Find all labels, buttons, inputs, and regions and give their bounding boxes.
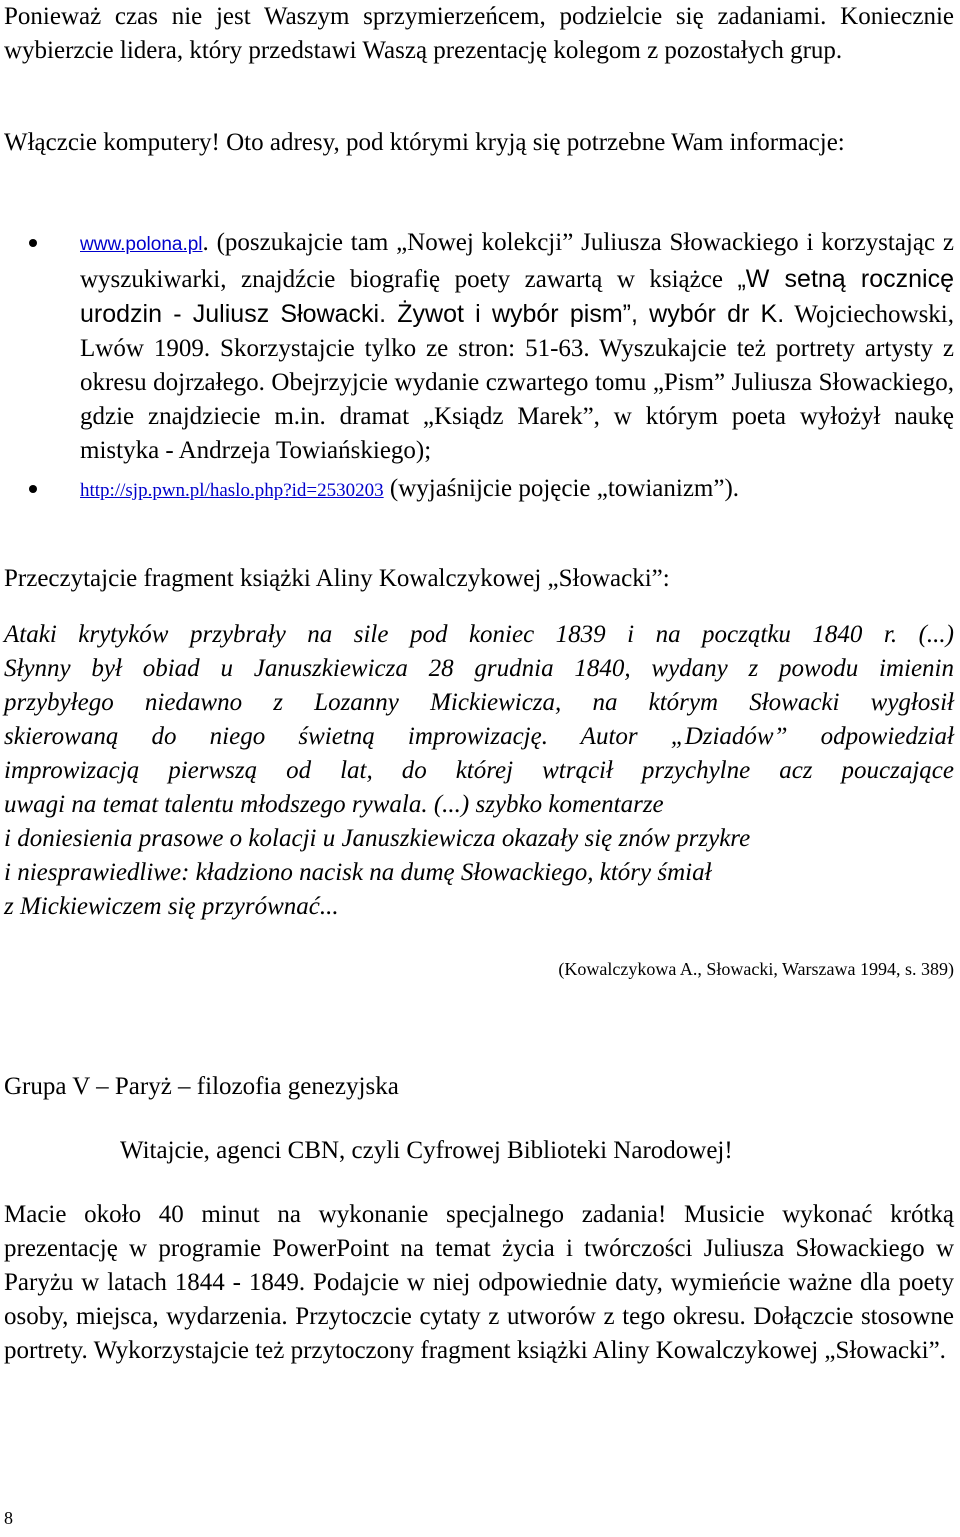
bullet-icon [29, 485, 37, 493]
polona-description-c: Wojciechowski, Lwów 1909. Skorzystajcie tylko ze stron: 51-63. Wyszukajcie też portrety artysty z okresu dojrzałego. Obejrzyjcie wydanie czwartego tomu „Pism” Juliusza Słowackiego, gdzie znajdziecie m.in. dramat „Ksiądz Marek”, w którym poeta wyłożył naukę mistyka - Andrzeja Towiańskiego); [80, 301, 954, 464]
fragment-intro: Przeczytajcie fragment książki Aliny Kowalczykowej „Słowacki”: [4, 565, 670, 592]
quote-line: i doniesienia prasowe o kolacji u Januszkiewicza okazały się znów przykre [4, 825, 751, 852]
quote-line: przybyłego niedawno z Lozanny Mickiewicza, na którym Słowacki wygłosił [4, 689, 954, 716]
quote-line: skierowaną do niego świetną improwizację. Autor „Dziadów” odpowiedział [4, 723, 954, 750]
task-paragraph: Macie około 40 minut na wykonanie specjalnego zadania! Musicie wykonać krótką prezentację w programie PowerPoint na temat życia i twórczości Juliusza Słowackiego w Paryżu w latach 1844 - 1849. Podajcie w niej odpowiednie daty, wymieńcie ważne dla poety osoby, miejsca, wydarzenia. Przytoczcie cytaty z utworów z tego okresu. Dołączcie stosowne portrety. Wykorzystajcie też przytoczony fragment książki Aliny Kowalczykowej „Słowacki”. [4, 1201, 954, 1364]
quote-line: Słynny był obiad u Januszkiewicza 28 grudnia 1840, wydany z powodu imienin [4, 655, 954, 682]
polona-link[interactable]: www.polona.pl [80, 234, 203, 255]
list-item [4, 472, 954, 508]
source-citation: (Kowalczykowa A., Słowacki, Warszawa 1994, s. 389) [558, 959, 954, 979]
book-title: „W setną rocznicę urodzin - Juliusz Słowacki. Żywot i wybór pism”, wybór dr K. [80, 265, 954, 328]
quote-line: uwagi na temat talentu młodszego rywala. (...) szybko komentarze [4, 791, 664, 818]
group-heading: Grupa V – Paryż – filozofia genezyjska [4, 1073, 399, 1100]
polona-description-a: . (poszukajcie tam „Nowej kolekcji” Juliusza Słowackiego i korzystając z wyszukiwarki, znajdźcie biografię poety zawartą w książce [80, 229, 954, 293]
bullet-icon [29, 239, 37, 247]
quote-line: Ataki krytyków przybrały na sile pod koniec 1839 i na początku 1840 r. (...) [4, 621, 954, 648]
list-item [4, 226, 954, 468]
intro-computers-paragraph: Włączcie komputery! Oto adresy, pod którymi kryją się potrzebne Wam informacje: [4, 129, 845, 156]
quote-line: z Mickiewiczem się przyrównać... [4, 893, 339, 920]
page-number: 8 [4, 1508, 13, 1528]
sjp-link[interactable]: http://sjp.pwn.pl/haslo.php?id=2530203 [80, 480, 384, 501]
link-list [4, 226, 954, 508]
quote-block [4, 618, 954, 924]
greeting: Witajcie, agenci CBN, czyli Cyfrowej Biblioteki Narodowej! [120, 1137, 733, 1164]
sjp-description: (wyjaśnijcie pojęcie „towianizm”). [383, 475, 740, 502]
quote-line: i niesprawiedliwe: kładziono nacisk na dumę Słowackiego, który śmiał [4, 859, 712, 886]
intro-paragraph: Ponieważ czas nie jest Waszym sprzymierzeńcem, podzielcie się zadaniami. Koniecznie wybierzcie lidera, który przedstawi Waszą prezentację kolegom z pozostałych grup. [4, 3, 954, 64]
quote-line: improwizacją pierwszą od lat, do której wtrącił przychylne acz pouczające [4, 757, 954, 784]
